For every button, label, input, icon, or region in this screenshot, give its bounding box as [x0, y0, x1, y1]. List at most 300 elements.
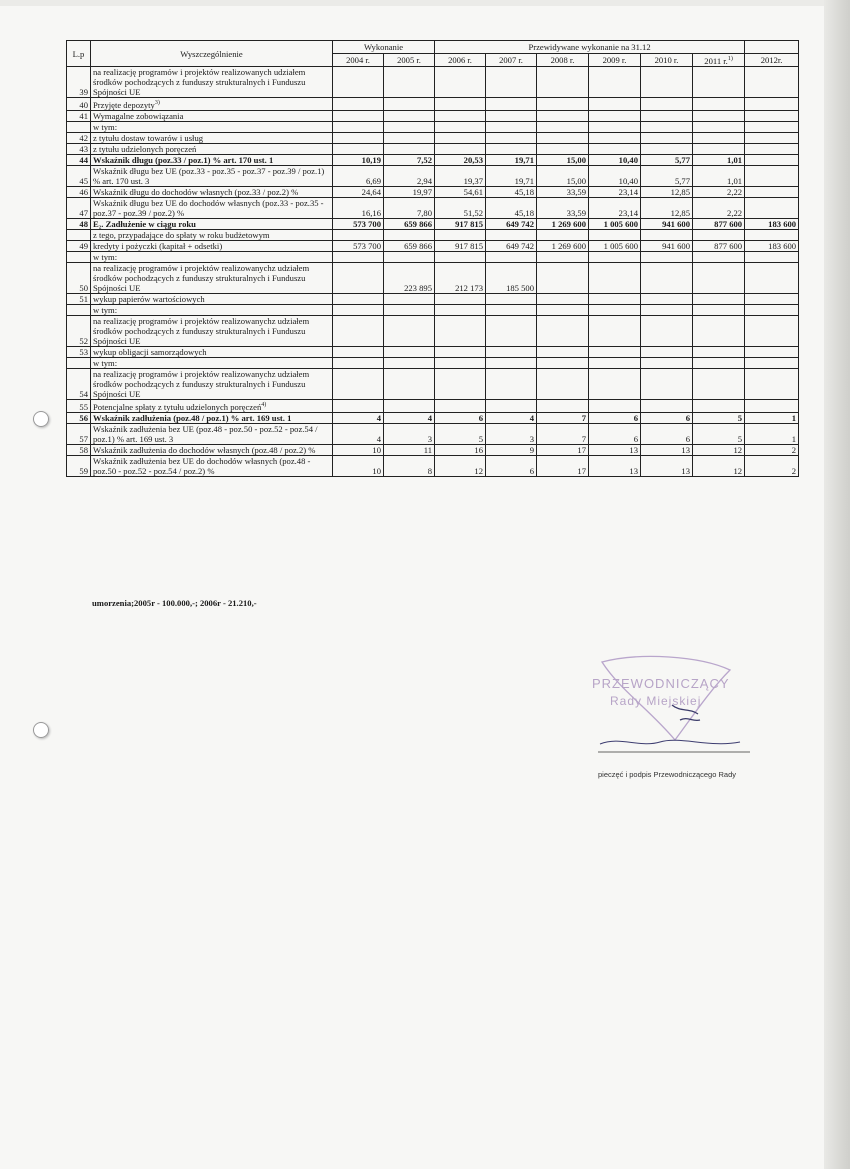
row-value [384, 368, 435, 399]
row-value: 17 [537, 455, 589, 476]
row-number [67, 251, 91, 262]
row-value [537, 143, 589, 154]
row-value: 1 005 600 [589, 240, 641, 251]
row-description [91, 293, 333, 304]
row-value: 223 895 [384, 262, 435, 293]
row-value: 659 866 [384, 218, 435, 229]
page-right-edge [824, 0, 850, 1169]
row-value [486, 346, 537, 357]
table-row [67, 67, 799, 98]
row-value [333, 399, 384, 412]
row-value: 12 [693, 444, 745, 455]
row-value [641, 98, 693, 111]
header-year-sup: 1) [727, 56, 733, 63]
row-footnote-marker: 3) [154, 100, 160, 106]
row-description [91, 444, 333, 455]
row-value [435, 121, 486, 132]
row-value [486, 98, 537, 111]
row-number: 51 [67, 293, 91, 304]
row-value: 6 [435, 412, 486, 423]
row-value: 6 [589, 412, 641, 423]
row-number: 54 [67, 368, 91, 399]
row-value: 573 700 [333, 218, 384, 229]
row-value: 54,61 [435, 186, 486, 197]
header-year: 2005 r. [384, 54, 435, 67]
header-year [693, 54, 745, 67]
row-value [641, 251, 693, 262]
row-value [333, 346, 384, 357]
header-year: 2008 r. [537, 54, 589, 67]
row-number: 50 [67, 262, 91, 293]
row-value: 941 600 [641, 218, 693, 229]
row-description-text: na realizację programów i projektów realizowanych udziałem środków pochodzących z funduszy strukturalnych i Funduszu Spójności UE [93, 67, 306, 97]
header-year: 2010 r. [641, 54, 693, 67]
row-value: 941 600 [641, 240, 693, 251]
row-value [641, 399, 693, 412]
row-description [91, 423, 333, 444]
row-description-text: Wskaźnik długu bez UE (poz.33 - poz.35 - poz.37 - poz.39 / poz.1) % art. 170 ust. 3 [93, 165, 325, 186]
table-row [67, 143, 799, 154]
table-row [67, 240, 799, 251]
row-value [641, 304, 693, 315]
row-description [91, 240, 333, 251]
row-description [91, 357, 333, 368]
row-value [333, 132, 384, 143]
row-description-text: na realizację programów i projektów realizowanychz udziałem środków pochodzących z funduszy strukturalnych i Funduszu Spójności UE [93, 262, 310, 293]
table-row [67, 293, 799, 304]
row-number: 47 [67, 197, 91, 218]
row-value [537, 304, 589, 315]
row-value [333, 251, 384, 262]
row-number: 56 [67, 412, 91, 423]
row-value: 183 600 [745, 218, 799, 229]
row-value [435, 357, 486, 368]
row-value [537, 346, 589, 357]
row-value [333, 262, 384, 293]
row-value [384, 121, 435, 132]
row-value [589, 346, 641, 357]
signature-caption: pieczęć i podpis Przewodniczącego Rady [598, 770, 736, 779]
row-value [486, 357, 537, 368]
row-description-text: kredyty i pożyczki (kapitał + odsetki) [93, 240, 223, 251]
row-value [486, 304, 537, 315]
row-value [589, 67, 641, 98]
row-value [745, 154, 799, 165]
row-value: 45,18 [486, 197, 537, 218]
row-description-text: Wskaźnik długu (poz.33 / poz.1) % art. 170 ust. 1 [93, 154, 274, 165]
row-number: 39 [67, 67, 91, 98]
row-description-text: Przyjęte depozyty [93, 99, 155, 110]
row-value: 33,59 [537, 197, 589, 218]
header-forecast: Przewidywane wykonanie na 31.12 [435, 41, 745, 54]
row-value: 2,22 [693, 197, 745, 218]
row-value [745, 197, 799, 218]
row-number: 59 [67, 455, 91, 476]
row-value [589, 357, 641, 368]
punch-hole [33, 411, 49, 427]
row-value [435, 315, 486, 346]
table-row [67, 368, 799, 399]
row-value [384, 251, 435, 262]
row-value [745, 368, 799, 399]
row-value [384, 132, 435, 143]
row-description-text: Wskaźnik zadłużenia do dochodów własnych (poz.48 / poz.2) % [93, 444, 316, 455]
row-value: 1 269 600 [537, 240, 589, 251]
row-value [693, 132, 745, 143]
row-value [486, 315, 537, 346]
stamp-line-1: PRZEWODNICZĄCY [592, 676, 730, 691]
row-description-text: Potencjalne spłaty z tytułu udzielonych poręczeń [93, 401, 262, 412]
row-value: 5,77 [641, 154, 693, 165]
row-value: 51,52 [435, 197, 486, 218]
table-row [67, 315, 799, 346]
row-description-text: na realizację programów i projektów realizowanychz udziałem środków pochodzących z funduszy strukturalnych i Funduszu Spójności UE [93, 368, 310, 399]
row-value [537, 67, 589, 98]
row-value: 3 [486, 423, 537, 444]
row-value: 183 600 [745, 240, 799, 251]
row-description-text: z tytułu udzielonych poręczeń [93, 143, 197, 154]
row-value [745, 251, 799, 262]
row-description-text: z tego, przypadające do spłaty w roku budżetowym [93, 229, 270, 240]
row-value: 7,80 [384, 197, 435, 218]
row-value [589, 368, 641, 399]
row-value [745, 121, 799, 132]
row-value: 6 [486, 455, 537, 476]
row-number: 58 [67, 444, 91, 455]
row-description [91, 186, 333, 197]
row-value [745, 229, 799, 240]
signature-stamp [580, 650, 770, 780]
row-value [486, 229, 537, 240]
row-value: 1,01 [693, 154, 745, 165]
table-row [67, 197, 799, 218]
row-description [91, 132, 333, 143]
row-value [745, 315, 799, 346]
row-number [67, 304, 91, 315]
row-value [333, 67, 384, 98]
row-description [91, 121, 333, 132]
row-value: 33,59 [537, 186, 589, 197]
row-value [693, 121, 745, 132]
row-value [486, 132, 537, 143]
row-value: 659 866 [384, 240, 435, 251]
table-row [67, 423, 799, 444]
page-top-border [0, 0, 824, 6]
row-value: 17 [537, 444, 589, 455]
stamp-line-2: Rady Miejskiej [610, 694, 702, 708]
row-description-text: E₂. Zadłużenie w ciągu roku [93, 218, 196, 229]
row-value: 13 [589, 455, 641, 476]
row-value [693, 67, 745, 98]
row-value [333, 143, 384, 154]
row-value: 5,77 [641, 165, 693, 186]
row-value: 1,01 [693, 165, 745, 186]
row-value [641, 132, 693, 143]
row-number: 48 [67, 218, 91, 229]
row-value [693, 293, 745, 304]
header-year-text: 2011 r. [704, 55, 728, 66]
row-value [435, 143, 486, 154]
row-value [333, 98, 384, 111]
row-value: 12,85 [641, 197, 693, 218]
row-description [91, 262, 333, 293]
row-value [589, 304, 641, 315]
table-row [67, 412, 799, 423]
row-number: 53 [67, 346, 91, 357]
row-value [537, 368, 589, 399]
row-value [693, 368, 745, 399]
row-description [91, 304, 333, 315]
row-description [91, 197, 333, 218]
row-value [693, 143, 745, 154]
row-value: 23,14 [589, 197, 641, 218]
footnote-text: umorzenia;2005r - 100.000,-; 2006r - 21.210,- [92, 598, 257, 608]
row-value [745, 346, 799, 357]
row-value [693, 315, 745, 346]
row-value: 649 742 [486, 218, 537, 229]
row-description [91, 165, 333, 186]
row-number [67, 121, 91, 132]
row-value [693, 357, 745, 368]
row-value [745, 67, 799, 98]
row-value: 20,53 [435, 154, 486, 165]
row-value [693, 251, 745, 262]
row-value [745, 399, 799, 412]
row-value [384, 304, 435, 315]
row-description-text: na realizację programów i projektów realizowanychz udziałem środków pochodzących z funduszy strukturalnych i Funduszu Spójności UE [93, 315, 310, 346]
row-value: 23,14 [589, 186, 641, 197]
row-description-text: Wskaźnik zadłużenia bez UE (poz.48 - poz.50 - poz.52 - poz.54 / poz.1) % art. 169 ust. 3 [93, 423, 318, 444]
row-value [589, 399, 641, 412]
row-value [435, 399, 486, 412]
header-description: Wyszczególnienie [91, 41, 333, 67]
row-value [537, 121, 589, 132]
table-row [67, 455, 799, 476]
row-value [693, 304, 745, 315]
row-value: 5 [693, 423, 745, 444]
row-value: 12,85 [641, 186, 693, 197]
row-description [91, 346, 333, 357]
row-value [435, 229, 486, 240]
row-value: 1 005 600 [589, 218, 641, 229]
row-value [745, 98, 799, 111]
table-row [67, 121, 799, 132]
row-description-text: w tym: [93, 304, 118, 315]
header-row-1 [67, 41, 799, 54]
row-value [333, 315, 384, 346]
header-lp: L.p [67, 41, 91, 67]
row-value [537, 399, 589, 412]
row-value: 4 [333, 423, 384, 444]
row-value: 12 [693, 455, 745, 476]
header-execution: Wykonanie [333, 41, 435, 54]
row-value [333, 293, 384, 304]
row-description [91, 98, 333, 111]
row-value [384, 98, 435, 111]
row-value [384, 293, 435, 304]
row-value: 5 [693, 412, 745, 423]
row-value [537, 293, 589, 304]
row-description [91, 455, 333, 476]
row-value [589, 121, 641, 132]
row-value: 877 600 [693, 240, 745, 251]
row-value [384, 110, 435, 121]
row-value: 4 [486, 412, 537, 423]
row-number: 42 [67, 132, 91, 143]
row-value [589, 110, 641, 121]
row-value [641, 357, 693, 368]
row-value: 15,00 [537, 154, 589, 165]
row-value: 15,00 [537, 165, 589, 186]
row-value [745, 262, 799, 293]
row-value: 573 700 [333, 240, 384, 251]
row-value: 917 815 [435, 218, 486, 229]
row-value: 2,94 [384, 165, 435, 186]
row-value [641, 262, 693, 293]
row-value: 7,52 [384, 154, 435, 165]
row-value: 10 [333, 444, 384, 455]
row-value: 6 [641, 412, 693, 423]
row-description-text: z tytułu dostaw towarów i usług [93, 132, 204, 143]
row-value: 8 [384, 455, 435, 476]
row-description [91, 110, 333, 121]
row-value [435, 293, 486, 304]
table-row [67, 110, 799, 121]
row-value [384, 357, 435, 368]
row-value: 185 500 [486, 262, 537, 293]
row-description-text: w tym: [93, 357, 118, 368]
row-description-text: Wskaźnik długu bez UE do dochodów własnych (poz.33 - poz.35 - poz.37 - poz.39 / poz.2) % [93, 197, 324, 218]
row-value [641, 121, 693, 132]
row-description [91, 315, 333, 346]
row-value [589, 262, 641, 293]
row-number: 52 [67, 315, 91, 346]
table-row [67, 399, 799, 412]
row-value [537, 229, 589, 240]
row-value: 12 [435, 455, 486, 476]
row-value [384, 315, 435, 346]
row-value: 11 [384, 444, 435, 455]
table-row [67, 186, 799, 197]
row-value: 13 [641, 455, 693, 476]
table-row [67, 132, 799, 143]
row-value: 10,19 [333, 154, 384, 165]
row-value [333, 357, 384, 368]
row-value [384, 399, 435, 412]
row-value [589, 293, 641, 304]
row-description [91, 218, 333, 229]
row-value [641, 346, 693, 357]
row-value [486, 67, 537, 98]
row-description [91, 67, 333, 98]
row-value [435, 110, 486, 121]
row-value [435, 251, 486, 262]
header-year: 2004 r. [333, 54, 384, 67]
row-value: 212 173 [435, 262, 486, 293]
row-value: 19,97 [384, 186, 435, 197]
row-value [641, 229, 693, 240]
row-value: 5 [435, 423, 486, 444]
row-value: 10 [333, 455, 384, 476]
row-value: 649 742 [486, 240, 537, 251]
row-value [486, 121, 537, 132]
row-value [537, 110, 589, 121]
row-value: 6 [589, 423, 641, 444]
row-number [67, 357, 91, 368]
punch-hole [33, 722, 49, 738]
row-value [537, 262, 589, 293]
row-number [67, 229, 91, 240]
row-value [589, 132, 641, 143]
row-value [693, 229, 745, 240]
table-row [67, 251, 799, 262]
row-number: 43 [67, 143, 91, 154]
row-value [745, 165, 799, 186]
row-value [486, 110, 537, 121]
row-description-text: Wymagalne zobowiązania [93, 110, 184, 121]
row-value [384, 67, 435, 98]
row-value [641, 110, 693, 121]
row-value [745, 357, 799, 368]
header-year: 2007 r. [486, 54, 537, 67]
row-value [537, 132, 589, 143]
row-value: 19,71 [486, 165, 537, 186]
row-value [745, 186, 799, 197]
table-row [67, 98, 799, 111]
row-value [589, 229, 641, 240]
row-value [745, 293, 799, 304]
row-value: 2 [745, 455, 799, 476]
row-value: 6 [641, 423, 693, 444]
row-value: 2 [745, 444, 799, 455]
row-number: 55 [67, 399, 91, 412]
row-value: 13 [641, 444, 693, 455]
row-value: 45,18 [486, 186, 537, 197]
table-row [67, 346, 799, 357]
row-value [589, 315, 641, 346]
row-value: 16 [435, 444, 486, 455]
row-value: 1 269 600 [537, 218, 589, 229]
row-value [486, 143, 537, 154]
row-value [693, 346, 745, 357]
table-row [67, 229, 799, 240]
row-number: 44 [67, 154, 91, 165]
table-row [67, 444, 799, 455]
row-description-text: wykup papierów wartościowych [93, 293, 205, 304]
row-value [641, 315, 693, 346]
row-value [333, 121, 384, 132]
row-number: 40 [67, 98, 91, 111]
table-body [67, 67, 799, 477]
row-value [435, 304, 486, 315]
row-value: 10,40 [589, 165, 641, 186]
row-value [384, 346, 435, 357]
row-value [486, 251, 537, 262]
row-description-text: Wskaźnik długu do dochodów własnych (poz.33 / poz.2) % [93, 186, 299, 197]
row-number: 57 [67, 423, 91, 444]
row-value [745, 132, 799, 143]
row-description [91, 154, 333, 165]
row-value [745, 143, 799, 154]
row-description-text: wykup obligacji samorządowych [93, 346, 207, 357]
row-value: 24,64 [333, 186, 384, 197]
row-value: 4 [333, 412, 384, 423]
row-value: 7 [537, 423, 589, 444]
row-number: 45 [67, 165, 91, 186]
row-value [333, 229, 384, 240]
row-value [486, 368, 537, 399]
row-value [384, 229, 435, 240]
